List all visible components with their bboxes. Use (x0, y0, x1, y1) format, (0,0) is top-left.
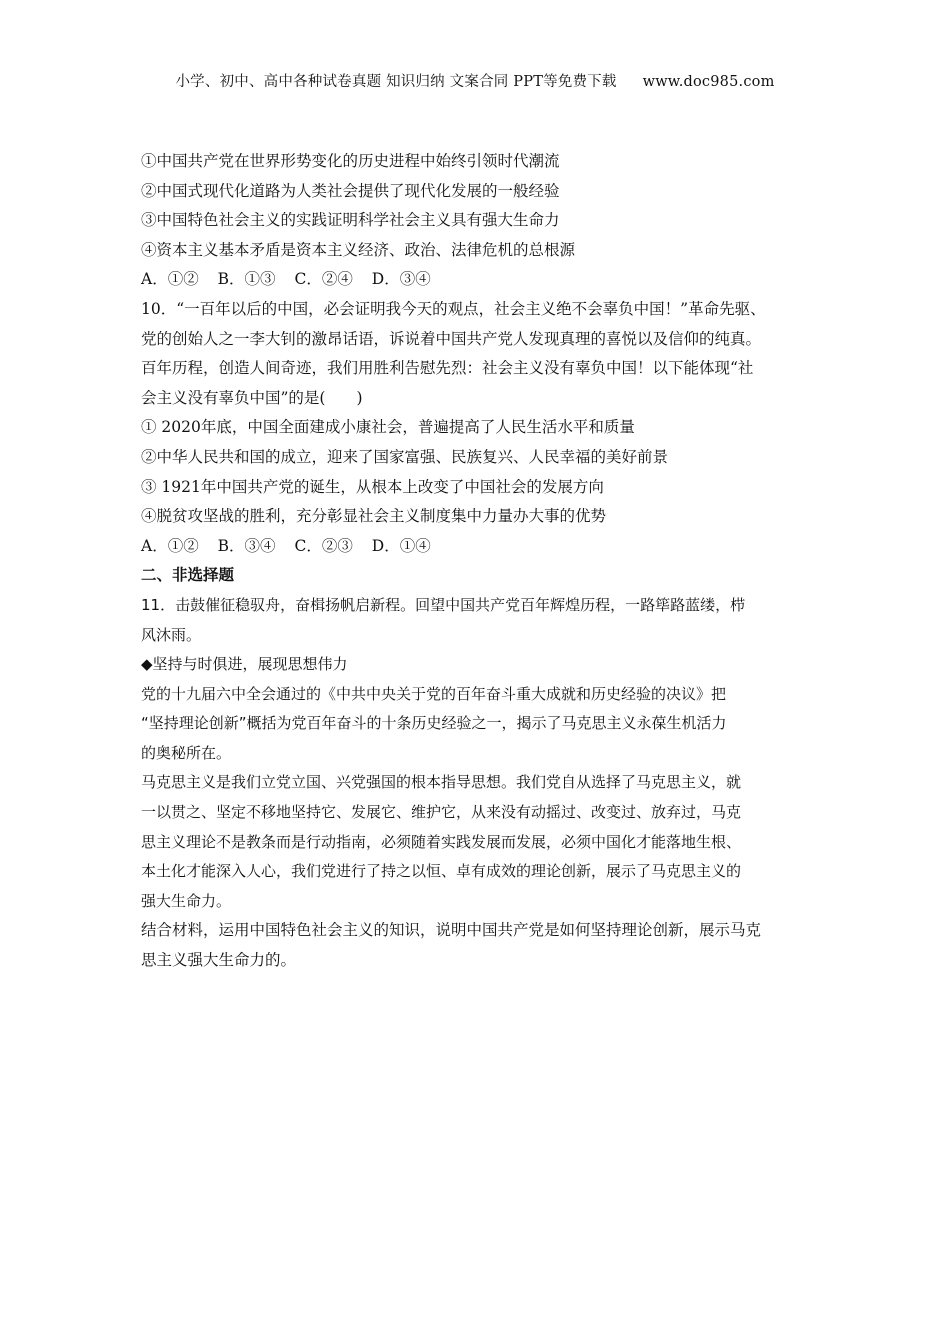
q11-para1-line: 的奥秘所在。 (141, 743, 232, 762)
document-body (141, 147, 821, 976)
q10-statement: ① 2020年底，中国全面建成小康社会，普遍提高了人民生活水平和质量 (141, 418, 635, 437)
q10-option-c: C．②③ (294, 536, 353, 555)
q10-stem-line: 会主义没有辜负中国”的是( ) (141, 388, 363, 407)
q11-paragraph-1 (141, 680, 821, 769)
q11-paragraph-2 (141, 768, 821, 916)
q9-option-d: D．③④ (371, 270, 431, 289)
page-header (0, 70, 950, 91)
q9-statement: ③中国特色社会主义的实践证明科学社会主义具有强大生命力 (141, 211, 560, 230)
header-text: 小学、初中、高中各种试卷真题 知识归纳 文案合同 PPT等免费下载 (175, 74, 617, 90)
q11-para1-line: “坚持理论创新”概括为党百年奋斗的十条历史经验之一，揭示了马克思主义永葆生机活力 (141, 714, 727, 733)
q10-stem-line: 百年历程，创造人间奇迹，我们用胜利告慰先烈：社会主义没有辜负中国！以下能体现“社 (141, 359, 754, 378)
q10-statement: ③ 1921年中国共产党的诞生，从根本上改变了中国社会的发展方向 (141, 477, 604, 496)
q10-stem-line: 10．“一百年以后的中国，必会证明我今天的观点，社会主义绝不会辜负中国！”革命先驱、 (141, 299, 766, 318)
q11-question-line: 结合材料，运用中国特色社会主义的知识，说明中国共产党是如何坚持理论创新，展示马克 (141, 921, 762, 940)
q10-options (141, 532, 821, 562)
q11-para2-line: 强大生命力。 (141, 891, 232, 910)
q11-para2-line: 思主义理论不是教条而是行动指南，必须随着实践发展而发展，必须中国化才能落地生根、 (141, 832, 742, 851)
q9-option-c: C．②④ (294, 270, 353, 289)
q10-stem-line: 党的创始人之一李大钊的激昂话语，诉说着中国共产党人发现真理的喜悦以及信仰的纯真。 (141, 329, 762, 348)
q11-intro (141, 591, 821, 650)
q10-stem (141, 295, 821, 413)
q9-statement: ②中国式现代化道路为人类社会提供了现代化发展的一般经验 (141, 181, 560, 200)
q9-option-a: A．①② (141, 270, 199, 289)
q11-intro-line: 风沐雨。 (141, 625, 202, 644)
q11-subheading: ◆坚持与时俱进，展现思想伟力 (141, 655, 348, 674)
q9-option-b: B．①③ (217, 270, 276, 289)
q11-intro-line: 11．击鼓催征稳驭舟，奋楫扬帆启新程。回望中国共产党百年辉煌历程，一路筚路蓝缕，栉 (141, 595, 746, 614)
q10-statement: ④脱贫攻坚战的胜利，充分彰显社会主义制度集中力量办大事的优势 (141, 507, 607, 526)
section-title: 二、非选择题 (141, 566, 235, 585)
q10-statement: ②中华人民共和国的成立，迎来了国家富强、民族复兴、人民幸福的美好前景 (141, 447, 669, 466)
q9-options (141, 265, 821, 295)
q10-option-a: A．①② (141, 536, 199, 555)
q10-option-d: D．①④ (371, 536, 431, 555)
q11-question (141, 916, 821, 975)
q11-question-line: 思主义强大生命力的。 (141, 951, 297, 970)
q11-para2-line: 马克思主义是我们立党立国、兴党强国的根本指导思想。我们党自从选择了马克思主义，就 (141, 773, 742, 792)
q11-para2-line: 本土化才能深入人心，我们党进行了持之以恒、卓有成效的理论创新，展示了马克思主义的 (141, 862, 742, 881)
header-site-link[interactable]: www.doc985.com (642, 74, 775, 90)
q11-para1-line: 党的十九届六中全会通过的《中共中央关于党的百年奋斗重大成就和历史经验的决议》把 (141, 684, 727, 703)
q11-para2-line: 一以贯之、坚定不移地坚持它、发展它、维护它，从来没有动摇过、改变过、放弃过，马克 (141, 803, 742, 822)
q10-option-b: B．③④ (217, 536, 276, 555)
q9-statement: ④资本主义基本矛盾是资本主义经济、政治、法律危机的总根源 (141, 240, 576, 259)
q9-statements (141, 147, 821, 265)
q9-statement: ①中国共产党在世界形势变化的历史进程中始终引领时代潮流 (141, 152, 560, 170)
q10-statements (141, 413, 821, 531)
